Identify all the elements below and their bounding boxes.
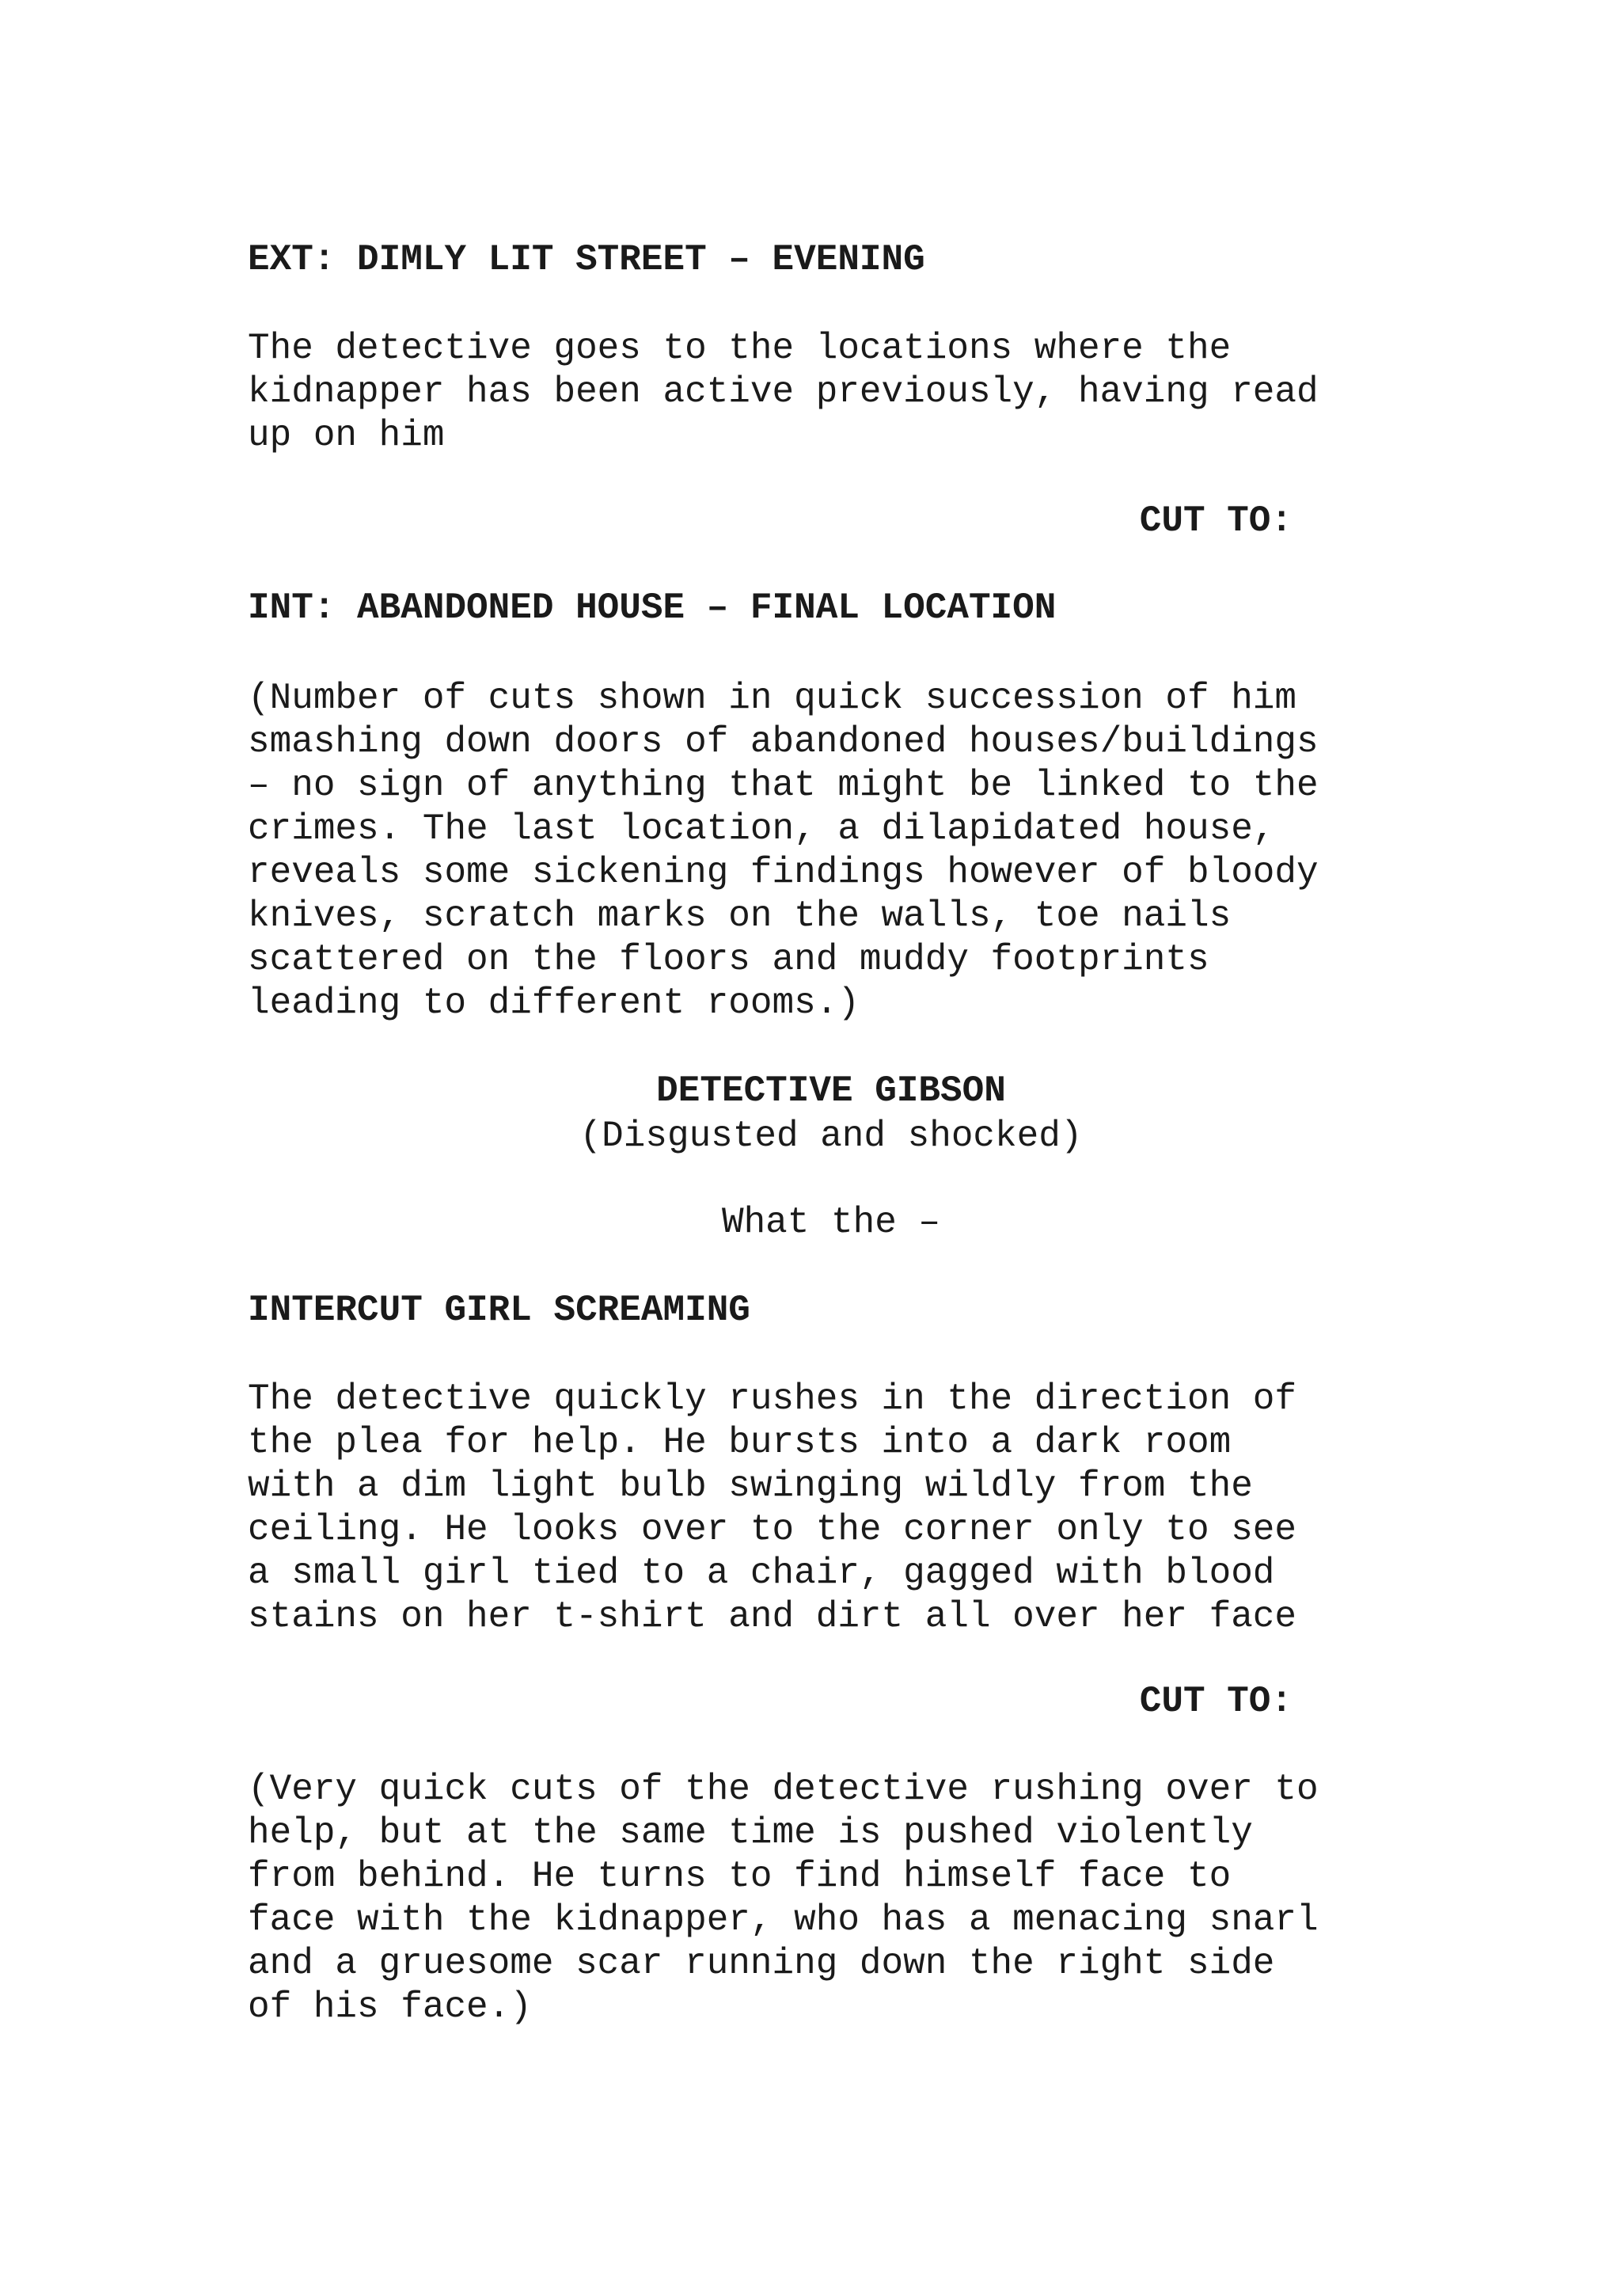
transition-cut-to-1: CUT TO: (1139, 500, 1293, 542)
character-name: DETECTIVE GIBSON (656, 1070, 1006, 1112)
action-confrontation: (Very quick cuts of the detective rushing over to help, but at the same time is pushed violently from behind. He turns to find himself face to face with the kidnapper, who has a menacing snarl and a gruesome scar running down the right side of his face.) (248, 1769, 1319, 2028)
transition-cut-to-2: CUT TO: (1139, 1681, 1293, 1722)
scene-heading-street: EXT: DIMLY LIT STREET – EVENING (248, 239, 925, 280)
scene-heading-intercut: INTERCUT GIRL SCREAMING (248, 1290, 750, 1331)
parenthetical: (Disgusted and shocked) (579, 1116, 1083, 1157)
scene-heading-abandoned-house: INT: ABANDONED HOUSE – FINAL LOCATION (248, 587, 1057, 629)
action-street: The detective goes to the locations where the kidnapper has been active previously, having read up on him (248, 328, 1319, 456)
action-intercut: The detective quickly rushes in the direction of the plea for help. He bursts into a dark room with a dim light bulb swinging wildly from the ceiling. He looks over to the corner only to see a small girl tied to a chair, gagged with blood stains on her t-shirt and dirt all over her face (248, 1378, 1297, 1637)
action-abandoned-house: (Number of cuts shown in quick succession of him smashing down doors of abandoned houses/buildings – no sign of anything that might be linked to the crimes. The last location, a dilapidated house, reveals some sickening findings however of bloody knives, scratch marks on the walls, toe nails scattered on the floors and muddy footprints leading to different rooms.) (248, 678, 1319, 1024)
dialogue: What the – (721, 1202, 941, 1243)
